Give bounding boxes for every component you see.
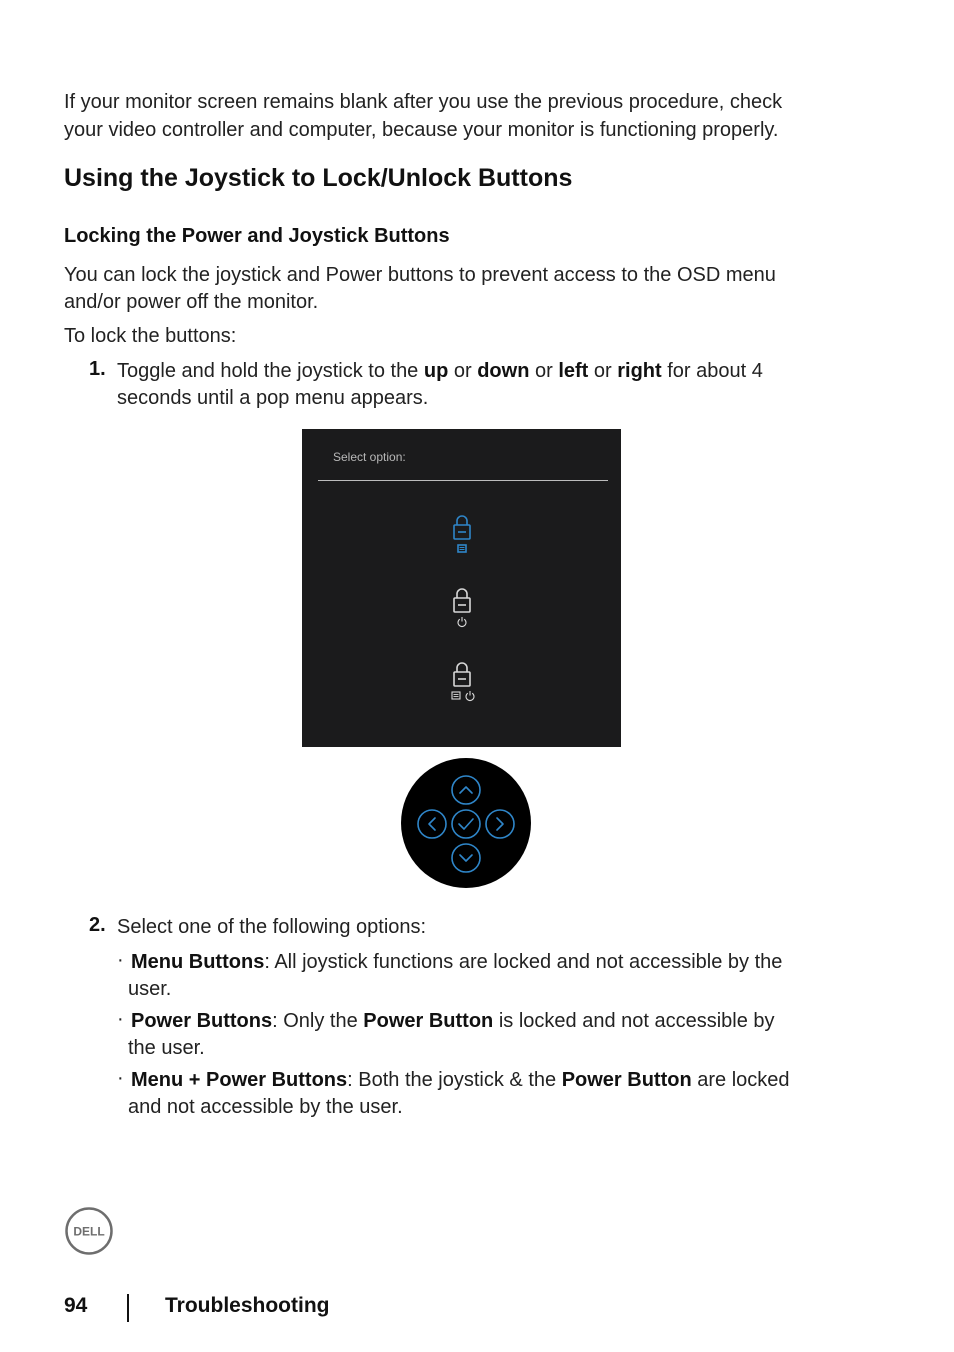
osd-divider xyxy=(318,480,608,481)
section-heading: Using the Joystick to Lock/Unlock Buttons xyxy=(64,164,573,192)
step-1-line-2: seconds until a pop menu appears. xyxy=(117,387,429,409)
osd-option-menu-power-lock[interactable] xyxy=(442,660,482,710)
step-1-line-1: Toggle and hold the joystick to the up or down or left or right for about 4 xyxy=(117,360,763,382)
intro-line-1: If your monitor screen remains blank after you use the previous procedure, check xyxy=(64,91,783,113)
step-1-number: 1. xyxy=(89,358,106,380)
bullet-dot: · xyxy=(117,1067,124,1089)
lock-power-icon xyxy=(442,586,482,636)
para-line-1: You can lock the joystick and Power buttons to prevent access to the OSD menu xyxy=(64,264,776,286)
osd-lock-menu xyxy=(302,429,621,747)
chevron-right-icon[interactable] xyxy=(486,810,514,838)
page-number: 94 xyxy=(64,1294,88,1317)
bullet-2-line-1: Power Buttons: Only the Power Button is locked and not accessible by xyxy=(131,1010,775,1032)
check-icon[interactable] xyxy=(452,810,480,838)
lock-menu-icon xyxy=(442,513,482,563)
bullet-1-line-1: Menu Buttons: All joystick functions are locked and not accessible by the xyxy=(131,951,783,973)
chevron-left-icon[interactable] xyxy=(418,810,446,838)
bullet-3-line-2: and not accessible by the user. xyxy=(128,1096,403,1118)
footer-separator xyxy=(127,1294,129,1322)
subsection-heading: Locking the Power and Joystick Buttons xyxy=(64,225,450,247)
step-2-text: Select one of the following options: xyxy=(117,916,427,938)
osd-option-menu-lock[interactable] xyxy=(442,513,482,563)
chevron-down-icon[interactable] xyxy=(452,844,480,872)
bullet-dot: · xyxy=(117,949,124,971)
osd-select-label: Select option: xyxy=(333,450,406,464)
dell-logo-text: DELL xyxy=(73,1224,105,1239)
bullet-dot: · xyxy=(117,1008,124,1030)
bullet-3-line-1: Menu + Power Buttons: Both the joystick & the Power Button are locked xyxy=(131,1069,790,1091)
joystick-diagram xyxy=(401,758,531,888)
to-lock-text: To lock the buttons: xyxy=(64,325,237,347)
footer-section-name: Troubleshooting xyxy=(165,1294,330,1317)
lock-menu-power-icon xyxy=(442,660,482,710)
step-2-number: 2. xyxy=(89,914,106,936)
dell-logo xyxy=(64,1206,114,1256)
bullet-1-line-2: user. xyxy=(128,978,172,1000)
intro-line-2: your video controller and computer, because your monitor is functioning properly. xyxy=(64,119,779,141)
chevron-up-icon[interactable] xyxy=(452,776,480,804)
bullet-2-line-2: the user. xyxy=(128,1037,205,1059)
para-line-2: and/or power off the monitor. xyxy=(64,291,319,313)
osd-option-power-lock[interactable] xyxy=(442,586,482,636)
